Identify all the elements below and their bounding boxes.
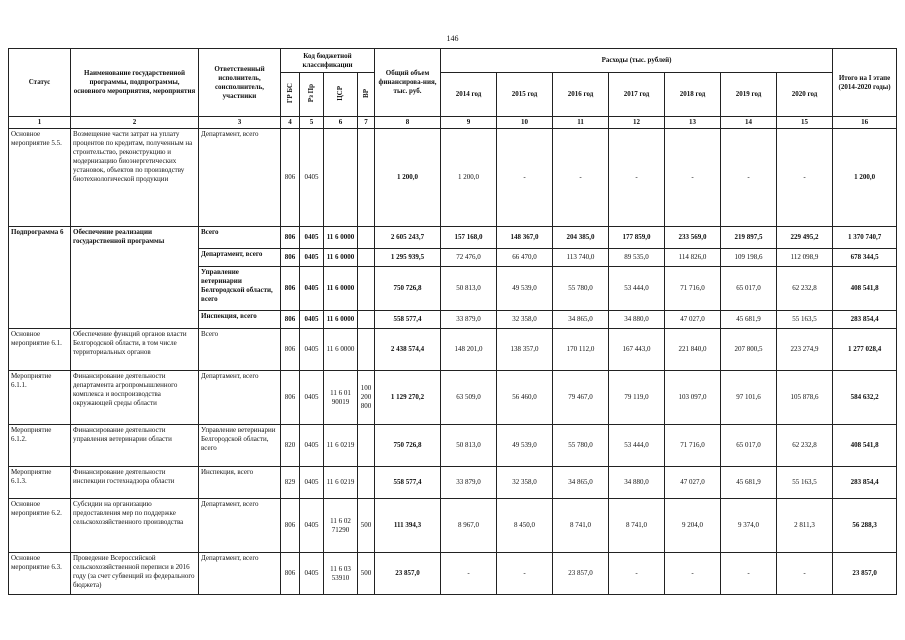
cell-rzpr: 0405 [300,329,324,371]
cell-year: 97 101,6 [721,371,777,425]
cell-year: 47 027,0 [665,467,721,499]
cell-status: Мероприятие 6.1.2. [9,425,71,467]
header-year: 2020 год [777,73,833,117]
cell-year: 9 374,0 [721,499,777,553]
cell-year: 138 357,0 [497,329,553,371]
cell-year: 221 840,0 [665,329,721,371]
cell-vr [358,129,375,227]
col-index: 7 [358,117,375,129]
cell-vr: 100 200 800 [358,371,375,425]
cell-grbs: 806 [281,227,300,249]
cell-responsible: Всего [199,227,281,249]
cell-status: Основное мероприятие 5.5. [9,129,71,227]
cell-itogo: 678 344,5 [833,249,897,267]
cell-csr: 11 6 0219 [324,467,358,499]
cell-year: 113 740,0 [553,249,609,267]
col-index: 13 [665,117,721,129]
table-row [9,425,897,467]
cell-year: 148 367,0 [497,227,553,249]
cell-year: 207 800,5 [721,329,777,371]
header-year: 2017 год [609,73,665,117]
cell-csr: 11 6 0000 [324,311,358,329]
cell-year: 9 204,0 [665,499,721,553]
cell-grbs: 806 [281,249,300,267]
cell-grbs: 806 [281,267,300,311]
cell-grbs: 806 [281,371,300,425]
cell-name: Возмещение части затрат на уплату процентов по кредитам, полученным на строительство, реконструкцию и модернизацию биоэнергетических установок, объектов по производству биотехнологической продукции [71,129,199,227]
cell-total: 111 394,3 [375,499,441,553]
cell-vr: 500 [358,553,375,595]
cell-year: 34 865,0 [553,467,609,499]
col-index: 9 [441,117,497,129]
header-budget-code: Код бюджетной классификации [281,49,375,73]
cell-year: 71 716,0 [665,267,721,311]
cell-grbs: 806 [281,553,300,595]
cell-csr: 11 6 0000 [324,249,358,267]
cell-year: 65 017,0 [721,267,777,311]
cell-responsible: Департамент, всего [199,249,281,267]
cell-year: 2 811,3 [777,499,833,553]
cell-rzpr: 0405 [300,227,324,249]
cell-year: 109 198,6 [721,249,777,267]
cell-year: - [609,553,665,595]
cell-year: 103 097,0 [665,371,721,425]
cell-year: 32 358,0 [497,467,553,499]
cell-total: 750 726,8 [375,425,441,467]
cell-year: 34 880,0 [609,467,665,499]
cell-csr: 11 6 01 90019 [324,371,358,425]
cell-year: 223 274,9 [777,329,833,371]
cell-year: 112 098,9 [777,249,833,267]
cell-responsible: Департамент, всего [199,371,281,425]
cell-year: 204 385,0 [553,227,609,249]
cell-year: 62 232,8 [777,425,833,467]
cell-rzpr: 0405 [300,467,324,499]
cell-year: - [665,129,721,227]
cell-itogo: 23 857,0 [833,553,897,595]
cell-year: - [553,129,609,227]
table-row [9,329,897,371]
cell-year: - [665,553,721,595]
header-year: 2016 год [553,73,609,117]
cell-year: 63 509,0 [441,371,497,425]
cell-year: 177 859,0 [609,227,665,249]
cell-year: 55 780,0 [553,267,609,311]
cell-year: 62 232,8 [777,267,833,311]
cell-year: 53 444,0 [609,267,665,311]
header-responsible: Ответственный исполнитель, соисполнитель, участники [199,49,281,117]
cell-total: 23 857,0 [375,553,441,595]
header-rzpr: Рз Пр [307,83,315,103]
cell-responsible: Управление ветеринарии Белгородской области, всего [199,425,281,467]
cell-total: 2 605 243,7 [375,227,441,249]
cell-rzpr: 0405 [300,249,324,267]
col-index: 3 [199,117,281,129]
cell-csr: 11 6 0219 [324,425,358,467]
cell-year: 47 027,0 [665,311,721,329]
cell-status: Мероприятие 6.1.3. [9,467,71,499]
col-index: 14 [721,117,777,129]
cell-year: 148 201,0 [441,329,497,371]
cell-year: 45 681,9 [721,311,777,329]
table-row [9,371,897,425]
col-index: 2 [71,117,199,129]
cell-csr: 11 6 0000 [324,267,358,311]
cell-status: Основное мероприятие 6.2. [9,499,71,553]
cell-year: 53 444,0 [609,425,665,467]
cell-year: - [721,129,777,227]
cell-total: 558 577,4 [375,467,441,499]
col-index: 15 [777,117,833,129]
cell-rzpr: 0405 [300,267,324,311]
budget-table [8,48,897,595]
cell-rzpr: 0405 [300,553,324,595]
cell-year: 8 741,0 [553,499,609,553]
cell-responsible: Департамент, всего [199,499,281,553]
cell-name: Проведение Всероссийской сельскохозяйственной переписи в 2016 году (за счет субвенций из федерального бюджета) [71,553,199,595]
cell-total: 1 129 270,2 [375,371,441,425]
cell-responsible: Управление ветеринарии Белгородской области, всего [199,267,281,311]
cell-year: 170 112,0 [553,329,609,371]
cell-year: 65 017,0 [721,425,777,467]
cell-vr [358,249,375,267]
cell-vr [358,227,375,249]
table-row [9,129,897,227]
cell-year: - [777,553,833,595]
cell-year: 34 880,0 [609,311,665,329]
cell-name: Финансирование деятельности департамента агропромышленного комплекса и воспроизводства окружающей среды области [71,371,199,425]
header-year: 2014 год [441,73,497,117]
cell-year: 8 967,0 [441,499,497,553]
cell-grbs: 806 [281,311,300,329]
cell-itogo: 408 541,8 [833,425,897,467]
cell-responsible: Департамент, всего [199,129,281,227]
header-year: 2015 год [497,73,553,117]
cell-year: - [441,553,497,595]
cell-year: 219 897,5 [721,227,777,249]
cell-vr [358,311,375,329]
cell-grbs: 820 [281,425,300,467]
cell-vr [358,267,375,311]
cell-vr [358,467,375,499]
page-number: 146 [446,34,459,43]
cell-status: Основное мероприятие 6.3. [9,553,71,595]
cell-year: 114 826,0 [665,249,721,267]
cell-year: 79 119,0 [609,371,665,425]
cell-itogo: 56 288,3 [833,499,897,553]
col-index: 4 [281,117,300,129]
cell-year: 55 780,0 [553,425,609,467]
cell-grbs: 806 [281,499,300,553]
cell-year: 55 163,5 [777,467,833,499]
cell-year: 50 813,0 [441,425,497,467]
header-csr: ЦСР [336,85,344,101]
cell-csr [324,129,358,227]
table-row [9,227,897,249]
cell-total: 2 438 574,4 [375,329,441,371]
cell-rzpr: 0405 [300,499,324,553]
cell-year: 89 535,0 [609,249,665,267]
header-grbs: ГР БС [285,82,294,104]
cell-year: 1 200,0 [441,129,497,227]
cell-grbs: 829 [281,467,300,499]
cell-year: 167 443,0 [609,329,665,371]
cell-rzpr: 0405 [300,129,324,227]
cell-year: 56 460,0 [497,371,553,425]
cell-responsible: Инспекция, всего [199,311,281,329]
cell-itogo: 283 854,4 [833,311,897,329]
cell-year: 79 467,0 [553,371,609,425]
header-expenses: Расходы (тыс. рублей) [441,49,833,73]
cell-year: 34 865,0 [553,311,609,329]
cell-year: 33 879,0 [441,467,497,499]
cell-year: - [609,129,665,227]
cell-total: 1 200,0 [375,129,441,227]
cell-total: 750 726,8 [375,267,441,311]
header-year: 2018 год [665,73,721,117]
cell-year: - [497,553,553,595]
col-index: 10 [497,117,553,129]
cell-year: 33 879,0 [441,311,497,329]
cell-year: 72 476,0 [441,249,497,267]
cell-name: Обеспечение функций органов власти Белгородской области, в том числе территориальных органов [71,329,199,371]
cell-year: 8 450,0 [497,499,553,553]
cell-name: Субсидии на организацию предоставления мер по поддержке сельскохозяйственного производства [71,499,199,553]
cell-grbs: 806 [281,329,300,371]
cell-year: 50 813,0 [441,267,497,311]
cell-vr [358,425,375,467]
cell-status: Подпрограмма 6 [9,227,71,329]
cell-vr: 500 [358,499,375,553]
cell-name: Финансирование деятельности управления ветеринарии области [71,425,199,467]
cell-total: 558 577,4 [375,311,441,329]
col-index: 6 [324,117,358,129]
cell-year: 105 878,6 [777,371,833,425]
col-index: 12 [609,117,665,129]
cell-status: Мероприятие 6.1.1. [9,371,71,425]
cell-vr [358,329,375,371]
table-row [9,499,897,553]
header-name: Наименование государственной программы, подпрограммы, основного мероприятия, мероприятия [71,49,199,117]
cell-itogo: 283 854,4 [833,467,897,499]
cell-itogo: 1 370 740,7 [833,227,897,249]
cell-rzpr: 0405 [300,371,324,425]
table-row [9,467,897,499]
cell-year: 23 857,0 [553,553,609,595]
cell-csr: 11 6 0000 [324,227,358,249]
cell-csr: 11 6 02 71290 [324,499,358,553]
cell-itogo: 584 632,2 [833,371,897,425]
cell-year: - [777,129,833,227]
header-year: 2019 год [721,73,777,117]
col-index: 5 [300,117,324,129]
cell-year: - [721,553,777,595]
cell-itogo: 1 277 028,4 [833,329,897,371]
cell-rzpr: 0405 [300,425,324,467]
cell-year: 71 716,0 [665,425,721,467]
cell-year: 229 495,2 [777,227,833,249]
cell-responsible: Департамент, всего [199,553,281,595]
cell-year: 66 470,0 [497,249,553,267]
cell-year: 49 539,0 [497,425,553,467]
cell-year: 32 358,0 [497,311,553,329]
table-row [9,553,897,595]
cell-year: - [497,129,553,227]
col-index: 8 [375,117,441,129]
col-index: 16 [833,117,897,129]
cell-grbs: 806 [281,129,300,227]
cell-rzpr: 0405 [300,311,324,329]
cell-year: 49 539,0 [497,267,553,311]
cell-year: 233 569,0 [665,227,721,249]
cell-name: Финансирование деятельности инспекции гостехнадзора области [71,467,199,499]
cell-year: 45 681,9 [721,467,777,499]
cell-responsible: Инспекция, всего [199,467,281,499]
cell-csr: 11 6 03 53910 [324,553,358,595]
header-vr: ВР [361,88,370,98]
header-status: Статус [9,49,71,117]
col-index: 1 [9,117,71,129]
cell-status: Основное мероприятие 6.1. [9,329,71,371]
header-itogo: Итого на I этапе (2014-2020 годы) [833,49,897,117]
cell-itogo: 1 200,0 [833,129,897,227]
cell-csr: 11 6 0000 [324,329,358,371]
cell-year: 55 163,5 [777,311,833,329]
cell-name: Обеспечение реализации государственной программы [71,227,199,329]
cell-year: 8 741,0 [609,499,665,553]
header-total-volume: Общий объем финансирова-ния, тыс. руб. [375,49,441,117]
cell-total: 1 295 939,5 [375,249,441,267]
cell-year: 157 168,0 [441,227,497,249]
col-index: 11 [553,117,609,129]
cell-responsible: Всего [199,329,281,371]
cell-itogo: 408 541,8 [833,267,897,311]
